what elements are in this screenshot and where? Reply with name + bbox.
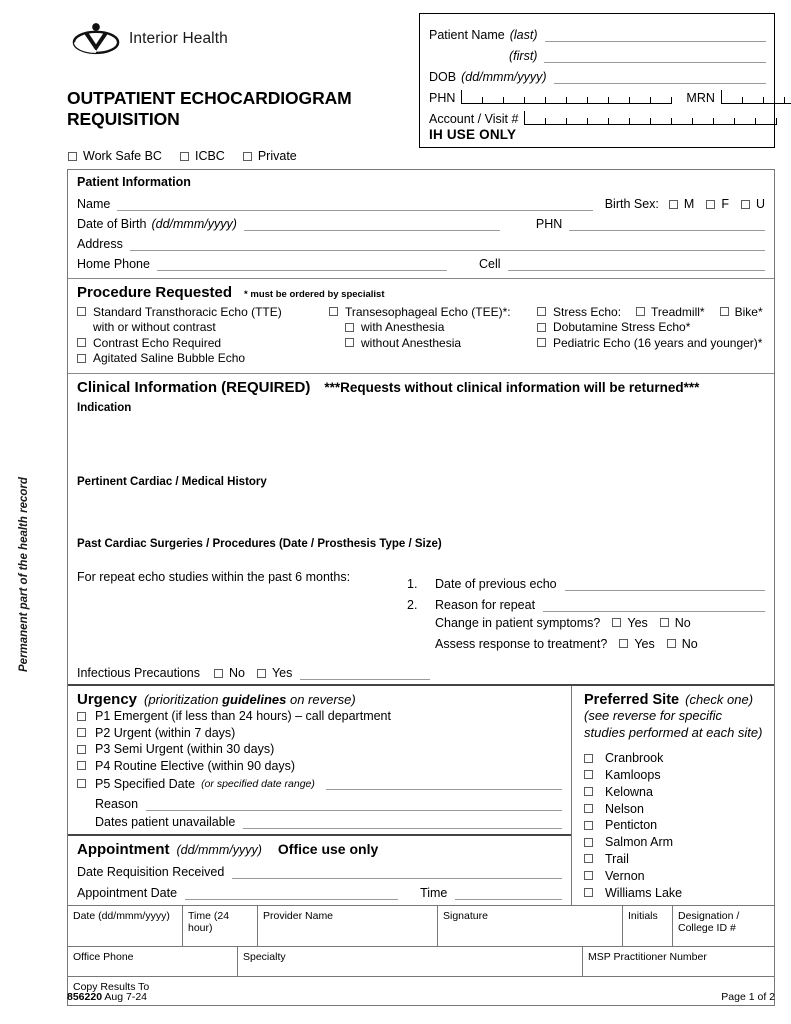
urgency-option-p5[interactable] <box>77 774 562 793</box>
procedure-option-contrast-note <box>77 320 329 336</box>
checkbox-icon[interactable] <box>741 200 750 209</box>
option-label: Yes <box>271 666 293 680</box>
dob-input[interactable] <box>554 72 766 84</box>
patient-information-section <box>68 170 774 278</box>
patient-name-first-row <box>429 42 766 63</box>
procedure-column-1 <box>77 304 329 366</box>
appointment-section <box>68 834 571 905</box>
urgency-heading: Urgency <box>77 691 138 708</box>
checkbox-icon[interactable] <box>214 669 223 678</box>
assess-response-no[interactable] <box>667 637 698 651</box>
comb-cell[interactable] <box>785 97 791 103</box>
appointment-time-input[interactable] <box>455 888 562 900</box>
procedure-label: Treadmill* <box>651 304 705 319</box>
option-label: Yes <box>634 636 655 651</box>
form-code: 856220 <box>67 991 103 1003</box>
list-number: 2. <box>407 598 418 612</box>
site-option-kelowna[interactable] <box>584 783 765 800</box>
procedure-option-pediatric[interactable] <box>537 335 765 351</box>
checkbox-icon[interactable] <box>77 745 86 754</box>
checkbox-icon[interactable] <box>77 779 86 788</box>
birth-sex-value: F <box>721 197 729 211</box>
indication-label: Indication <box>77 402 132 414</box>
checkbox-icon[interactable] <box>636 307 645 316</box>
checkbox-icon[interactable] <box>612 618 621 627</box>
checkbox-icon[interactable] <box>77 761 86 770</box>
comb-cell[interactable] <box>672 118 693 124</box>
medical-history-label: Pertinent Cardiac / Medical History <box>77 476 267 488</box>
dob-input[interactable] <box>244 219 500 231</box>
assess-response-yes[interactable] <box>619 637 654 651</box>
account-row <box>429 105 766 126</box>
provider-grid <box>68 905 774 1005</box>
grid-cell-specialty[interactable]: Specialty <box>238 947 583 976</box>
checkbox-icon[interactable] <box>243 152 252 161</box>
site-option-penticton[interactable] <box>584 817 765 834</box>
procedure-option-without-anesthesia[interactable] <box>329 335 537 351</box>
grid-cell-designation[interactable]: Designation / College ID # <box>678 910 740 934</box>
cell-label: Cell <box>478 257 501 271</box>
comb-cell[interactable] <box>651 118 672 124</box>
comb-cell[interactable] <box>609 97 630 103</box>
payer-label: Work Safe BC <box>83 149 162 163</box>
phn-input[interactable] <box>569 219 765 231</box>
urgency-unavailable-row <box>77 811 562 829</box>
preferred-site-section <box>572 686 774 905</box>
checkbox-icon[interactable] <box>77 354 86 363</box>
page-title: OUTPATIENT ECHOCARDIOGRAM REQUISITION <box>67 88 352 130</box>
change-symptoms-row <box>407 612 765 633</box>
appointment-heading-hint: (dd/mmm/yyyy) <box>176 843 262 857</box>
payer-option-private[interactable] <box>243 149 297 163</box>
infectious-precautions-yes[interactable] <box>257 666 292 680</box>
checkbox-icon[interactable] <box>345 323 354 332</box>
procedure-option-bubble-echo[interactable] <box>77 351 329 367</box>
urgency-option-p1[interactable] <box>77 708 562 725</box>
comb-cell[interactable] <box>525 97 546 103</box>
urgency-reason-input[interactable] <box>146 799 562 811</box>
infectious-precautions-input[interactable] <box>300 668 430 680</box>
urgency-unavailable-label: Dates patient unavailable <box>95 815 236 829</box>
urgency-and-site-block <box>68 684 774 905</box>
grid-cell-date[interactable]: Date (dd/mmm/yyyy) <box>68 906 183 946</box>
grid-cell-office-phone[interactable]: Office Phone <box>68 947 238 976</box>
comb-cell[interactable] <box>764 97 785 103</box>
grid-cell-msp-number[interactable]: MSP Practitioner Number <box>588 951 707 963</box>
payer-option-icbc[interactable] <box>180 149 225 163</box>
option-label: Yes <box>627 615 648 630</box>
patient-label-box <box>419 13 775 148</box>
ih-use-only-label: IH USE ONLY <box>429 127 517 142</box>
repeat-echo-prompt: For repeat echo studies within the past 6 months: <box>77 570 351 584</box>
site-label: Vernon <box>605 868 645 883</box>
table-row <box>68 946 774 976</box>
checkbox-icon[interactable] <box>584 787 593 796</box>
procedure-label: Agitated Saline Bubble Echo <box>93 351 246 366</box>
reason-for-repeat-input[interactable] <box>543 600 765 612</box>
comb-cell[interactable] <box>693 118 714 124</box>
site-label: Nelson <box>605 801 644 816</box>
phn-label: PHN <box>429 91 456 105</box>
payer-label: ICBC <box>194 149 225 163</box>
comb-cell[interactable] <box>588 97 609 103</box>
comb-cell[interactable] <box>735 118 756 124</box>
site-option-williams-lake[interactable] <box>584 884 765 901</box>
checkbox-icon[interactable] <box>345 338 354 347</box>
checkbox-icon[interactable] <box>660 618 669 627</box>
brand-name: Interior Health <box>129 30 228 47</box>
procedure-option-bike[interactable] <box>720 305 763 319</box>
site-label: Trail <box>605 851 629 866</box>
infectious-precautions-row <box>77 658 765 680</box>
procedure-option-dobutamine[interactable] <box>537 320 765 336</box>
checkbox-icon[interactable] <box>584 770 593 779</box>
payer-option-work-safe-bc[interactable] <box>68 149 162 163</box>
patient-name-last-input[interactable] <box>545 30 766 42</box>
grid-cell-initials[interactable]: Initials <box>623 906 673 946</box>
grid-cell-copy-results[interactable]: Copy Results To <box>73 981 150 993</box>
birth-sex-label: Birth Sex: <box>604 197 659 211</box>
name-row <box>77 191 765 211</box>
birth-sex-value: U <box>755 197 765 211</box>
procedure-heading-row <box>77 284 765 301</box>
checkbox-icon[interactable] <box>584 871 593 880</box>
checkbox-icon[interactable] <box>537 323 546 332</box>
reason-for-repeat-label: Reason for repeat <box>435 598 536 612</box>
procedure-label: without Anesthesia <box>361 335 462 350</box>
payer-options <box>68 149 297 163</box>
procedure-column-3 <box>537 304 765 366</box>
patient-name-first-input[interactable] <box>544 51 766 63</box>
preferred-site-note: (see reverse for specific studies performed at each site) <box>584 708 763 740</box>
site-option-nelson[interactable] <box>584 800 765 817</box>
checkbox-icon[interactable] <box>706 200 715 209</box>
patient-information-heading: Patient Information <box>77 175 191 189</box>
checkbox-icon[interactable] <box>584 821 593 830</box>
comb-cell[interactable] <box>567 118 588 124</box>
date-received-input[interactable] <box>232 867 562 879</box>
grid-cell-provider-name[interactable]: Provider Name <box>258 906 438 946</box>
birth-sex-option-u[interactable] <box>741 197 765 211</box>
preferred-site-heading: Preferred Site <box>584 692 680 708</box>
indication-input[interactable] <box>77 414 765 476</box>
checkbox-icon[interactable] <box>257 669 266 678</box>
checkbox-icon[interactable] <box>77 712 86 721</box>
clinical-heading-row <box>77 379 765 396</box>
urgency-p5-hint: (or specified date range) <box>201 777 315 790</box>
urgency-section <box>68 686 571 834</box>
account-label: Account / Visit # <box>429 112 519 126</box>
appointment-date-input[interactable] <box>185 888 398 900</box>
urgency-label: P2 Urgent (within 7 days) <box>95 725 236 740</box>
appointment-date-row <box>77 879 562 900</box>
comb-cell[interactable] <box>504 97 525 103</box>
form-revision: Aug 7-24 <box>104 991 148 1003</box>
change-symptoms-yes[interactable] <box>612 616 647 630</box>
urgency-p5-input[interactable] <box>326 778 562 790</box>
urgency-unavailable-input[interactable] <box>243 817 562 829</box>
cell-input[interactable] <box>508 259 765 271</box>
site-option-salmon-arm[interactable] <box>584 834 765 851</box>
home-phone-input[interactable] <box>157 259 447 271</box>
grid-cell-signature[interactable]: Signature <box>438 906 623 946</box>
procedure-label: Pediatric Echo (16 years and younger)* <box>553 335 763 350</box>
assess-response-label: Assess response to treatment? <box>435 636 608 651</box>
comb-cell[interactable] <box>630 118 651 124</box>
dob-hint: (dd/mmm/yyyy) <box>461 70 547 84</box>
comb-cell[interactable] <box>483 97 504 103</box>
urgency-label: P1 Emergent (if less than 24 hours) – call department <box>95 709 391 724</box>
comb-cell[interactable] <box>756 118 777 124</box>
table-row <box>68 906 774 946</box>
procedure-option-with-anesthesia[interactable] <box>329 320 537 336</box>
clinical-warning: ***Requests without clinical information will be returned*** <box>324 380 700 395</box>
repeat-echo-block <box>77 570 765 654</box>
address-input[interactable] <box>130 239 765 251</box>
comb-cell[interactable] <box>546 118 567 124</box>
patient-name-first-hint: (first) <box>509 49 538 63</box>
checkbox-icon[interactable] <box>584 838 593 847</box>
checkbox-icon[interactable] <box>68 152 77 161</box>
address-label: Address <box>77 237 123 251</box>
urgency-label: P3 Semi Urgent (within 30 days) <box>95 742 275 757</box>
appointment-heading: Appointment <box>77 841 170 858</box>
name-input[interactable] <box>117 199 592 211</box>
procedure-requested-section <box>68 278 774 373</box>
comb-cell[interactable] <box>714 118 735 124</box>
checkbox-icon[interactable] <box>77 338 86 347</box>
comb-cell[interactable] <box>462 97 483 103</box>
checkbox-icon[interactable] <box>584 804 593 813</box>
comb-cell[interactable] <box>546 97 567 103</box>
option-label: No <box>229 666 245 680</box>
interior-health-swoosh-icon <box>72 22 120 56</box>
date-received-row <box>77 858 562 879</box>
footer-left <box>67 991 147 1003</box>
checkbox-icon[interactable] <box>667 639 676 648</box>
checkbox-icon[interactable] <box>720 307 729 316</box>
procedure-option-tee[interactable] <box>329 304 537 320</box>
repeat-echo-fields <box>407 570 765 654</box>
procedure-label: with or without contrast <box>93 320 216 335</box>
dob-row <box>429 63 766 84</box>
procedure-label: Stress Echo: <box>553 304 622 319</box>
checkbox-icon[interactable] <box>584 754 593 763</box>
site-option-cranbrook[interactable] <box>584 750 765 767</box>
urgency-option-p3[interactable] <box>77 741 562 758</box>
appointment-date-label: Appointment Date <box>77 886 178 900</box>
past-surgeries-label: Past Cardiac Surgeries / Procedures (Date / Prosthesis Type / Size) <box>77 538 442 550</box>
comb-cell[interactable] <box>567 97 588 103</box>
appointment-time-label: Time <box>420 886 448 900</box>
urgency-option-p4[interactable] <box>77 758 562 775</box>
site-option-trail[interactable] <box>584 851 765 868</box>
procedure-option-contrast-required[interactable] <box>77 335 329 351</box>
procedure-option-tte[interactable] <box>77 304 329 320</box>
urgency-heading-note: (prioritization guidelines on reverse) <box>144 692 356 707</box>
list-number: 1. <box>407 577 418 591</box>
office-use-only-label: Office use only <box>277 841 379 857</box>
birth-sex-value: M <box>683 197 695 211</box>
checkbox-icon[interactable] <box>180 152 189 161</box>
site-label: Cranbrook <box>605 751 664 766</box>
dob-hint: (dd/mmm/yyyy) <box>151 217 237 231</box>
mrn-label: MRN <box>686 91 715 105</box>
checkbox-icon[interactable] <box>669 200 678 209</box>
procedure-columns <box>77 304 765 366</box>
comb-cell[interactable] <box>722 97 743 103</box>
reason-for-repeat-row <box>407 591 765 612</box>
mrn-comb-input[interactable] <box>721 90 791 104</box>
checkbox-icon[interactable] <box>537 307 546 316</box>
birth-sex-option-m[interactable] <box>669 197 694 211</box>
comb-cell[interactable] <box>609 118 630 124</box>
brand-logo <box>72 22 228 56</box>
address-row <box>77 231 765 251</box>
previous-echo-label: Date of previous echo <box>435 577 557 591</box>
birth-sex-option-f[interactable] <box>706 197 729 211</box>
checkbox-icon[interactable] <box>584 854 593 863</box>
urgency-label: P4 Routine Elective (within 90 days) <box>95 758 296 773</box>
site-option-kamloops[interactable] <box>584 767 765 784</box>
infectious-precautions-label: Infectious Precautions <box>77 666 200 680</box>
clinical-heading: Clinical Information (REQUIRED) <box>77 379 311 396</box>
option-label: No <box>681 636 698 651</box>
site-label: Williams Lake <box>605 885 683 900</box>
phn-label: PHN <box>535 217 563 231</box>
preferred-site-heading-note: (check one) <box>685 692 754 707</box>
dob-label: DOB <box>429 70 457 84</box>
patient-name-label: Patient Name <box>429 28 505 42</box>
page-number: Page 1 of 2 <box>721 991 775 1003</box>
procedure-column-2 <box>329 304 537 366</box>
checkbox-icon[interactable] <box>537 338 546 347</box>
dob-phn-row <box>77 211 765 231</box>
checkbox-icon[interactable] <box>584 888 593 897</box>
grid-cell-time[interactable]: Time (24 hour) <box>183 906 258 946</box>
urgency-option-p2[interactable] <box>77 725 562 742</box>
site-label: Salmon Arm <box>605 835 674 850</box>
procedure-label: Bike* <box>734 304 763 319</box>
phn-mrn-row <box>429 84 766 105</box>
checkbox-icon[interactable] <box>77 307 86 316</box>
urgency-reason-row <box>77 793 562 811</box>
procedure-label: Dobutamine Stress Echo* <box>553 320 691 335</box>
medical-history-input[interactable] <box>77 488 765 538</box>
assess-response-row <box>407 633 765 654</box>
patient-name-last-hint: (last) <box>509 28 538 42</box>
account-comb-input[interactable] <box>524 111 777 125</box>
phone-row <box>77 251 765 271</box>
procedure-label: Contrast Echo Required <box>93 335 222 350</box>
comb-cell[interactable] <box>651 97 672 103</box>
home-phone-label: Home Phone <box>77 257 150 271</box>
urgency-column <box>68 686 572 905</box>
comb-cell[interactable] <box>630 97 651 103</box>
site-label: Kamloops <box>605 767 661 782</box>
checkbox-icon[interactable] <box>619 639 628 648</box>
patient-name-last-row <box>429 21 766 42</box>
procedure-heading: Procedure Requested <box>77 284 233 301</box>
site-label: Kelowna <box>605 784 653 799</box>
payer-label: Private <box>257 149 297 163</box>
page-footer <box>67 991 775 1003</box>
procedure-note: * must be ordered by specialist <box>244 289 385 300</box>
date-received-label: Date Requisition Received <box>77 865 225 879</box>
form-body <box>67 169 775 1006</box>
clinical-information-section <box>68 373 774 684</box>
procedure-label: with Anesthesia <box>361 320 445 335</box>
option-label: No <box>674 615 691 630</box>
checkbox-icon[interactable] <box>77 728 86 737</box>
procedure-label: Standard Transthoracic Echo (TTE) <box>93 304 282 319</box>
phn-comb-input[interactable] <box>461 90 672 104</box>
permanent-record-notice: Permanent part of the health record <box>18 477 30 672</box>
procedure-option-treadmill[interactable] <box>636 305 705 319</box>
comb-cell[interactable] <box>525 118 546 124</box>
urgency-heading-row <box>77 691 562 708</box>
name-label: Name <box>77 197 111 211</box>
comb-cell[interactable] <box>743 97 764 103</box>
procedure-option-stress-echo[interactable] <box>537 304 765 320</box>
comb-cell[interactable] <box>588 118 609 124</box>
urgency-label: P5 Specified Date <box>95 776 196 791</box>
infectious-precautions-no[interactable] <box>214 666 245 680</box>
change-symptoms-no[interactable] <box>660 616 691 630</box>
previous-echo-input[interactable] <box>565 579 765 591</box>
urgency-reason-label: Reason <box>95 797 139 811</box>
checkbox-icon[interactable] <box>329 307 338 316</box>
site-label: Penticton <box>605 818 658 833</box>
change-symptoms-label: Change in patient symptoms? <box>435 615 601 630</box>
dob-label: Date of Birth <box>77 217 147 231</box>
preferred-site-heading-row <box>584 692 765 708</box>
site-option-vernon[interactable] <box>584 867 765 884</box>
appointment-heading-row <box>77 841 562 858</box>
previous-echo-row <box>407 570 765 591</box>
procedure-label: Transesophageal Echo (TEE)*: <box>345 304 511 319</box>
